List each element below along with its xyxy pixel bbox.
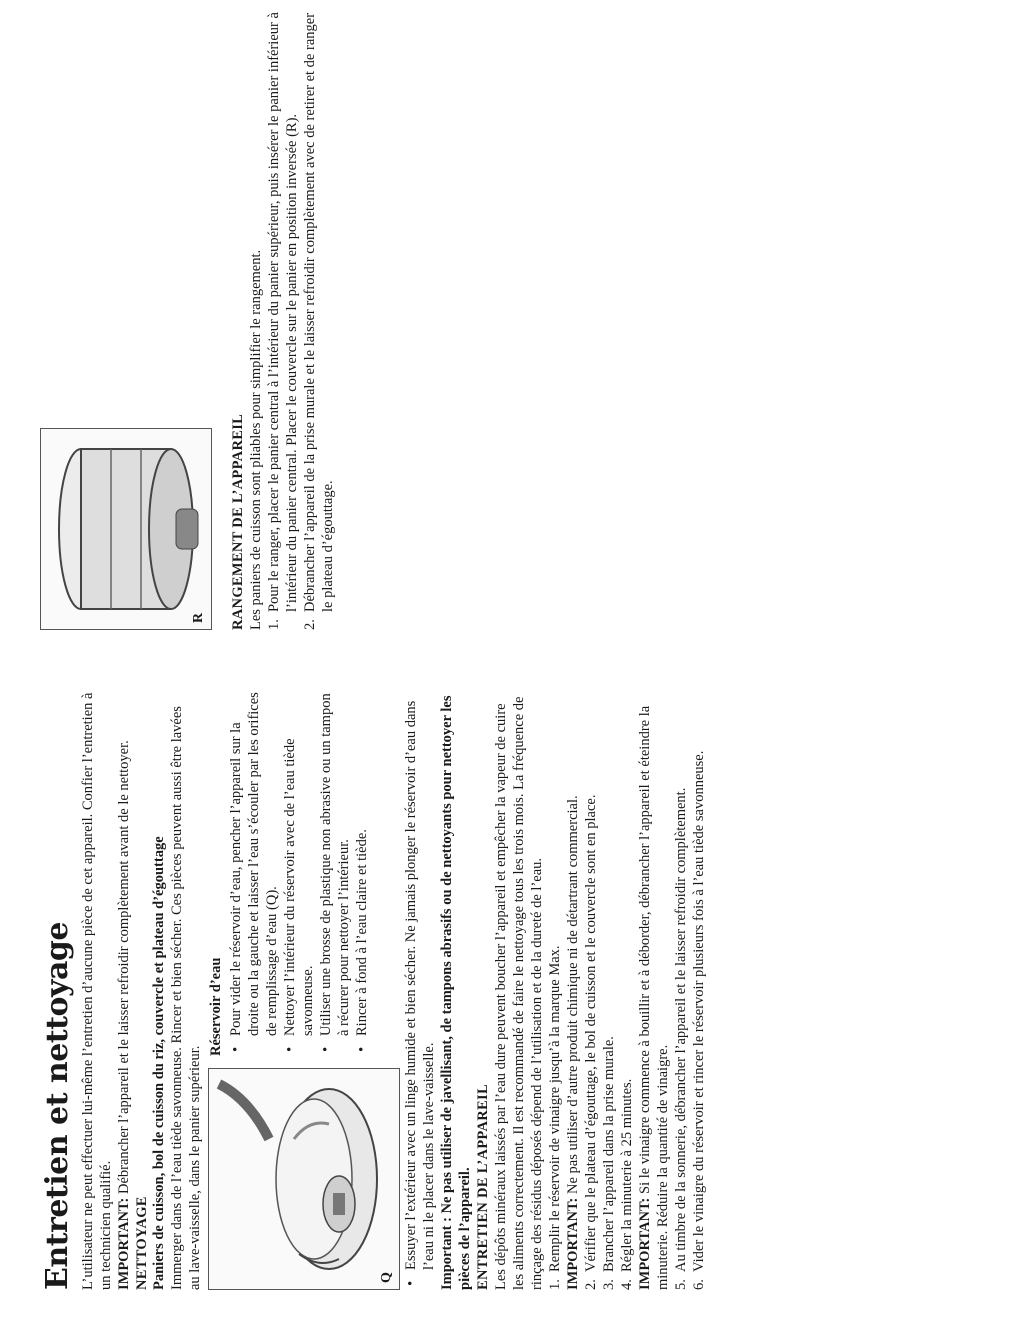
figure-r-label: R (191, 612, 206, 623)
rangement-heading: RANGEMENT DE L’APPAREIL (230, 413, 246, 630)
reservoir-section (208, 690, 400, 1068)
important-label: IMPORTANT: (565, 1197, 581, 1290)
figure-block-q (208, 690, 400, 1290)
list-item: • Rincer à fond à l’eau claire et tiède. (353, 690, 371, 1056)
step-number: 6. (691, 1279, 707, 1290)
reservoir-bullets (227, 690, 371, 1056)
step-text: Régler la minuterie à 25 minutes. (619, 1078, 635, 1272)
entretien-text: Les dépôts minéraux laissés par l’eau dure peuvent boucher l’appareil et empêcher la vapeur de cuire les aliments correctement. Il est recommandé de faire le nettoyage tous les trois mois. La fréquence de rinçage des résidus déposés dépend de l’utilisation et de la dureté de l’eau. (493, 696, 545, 1290)
step-text: Remplir le réservoir de vinaigre jusqu’à la marque Max. (547, 945, 563, 1272)
step-item (582, 690, 600, 1290)
step-number: 2. (583, 1279, 599, 1290)
maintenance-steps (546, 690, 564, 1290)
step-number: 1. (547, 1279, 563, 1290)
step-number: 2. (302, 619, 318, 630)
step-number: 4. (619, 1279, 635, 1290)
entretien-heading: ENTRETIEN DE L’APPAREIL (475, 1084, 491, 1290)
important-note (115, 690, 133, 1290)
important-label: IMPORTANT: (116, 1197, 132, 1290)
step-item (690, 690, 708, 1290)
important-note-2 (636, 690, 672, 1290)
exterior-bullet-list (402, 690, 438, 1290)
paniers-title: Paniers de cuisson, bol de cuisson du riz, couvercle et plateau d’égouttage (151, 836, 167, 1290)
steamer-stored-illustration (41, 429, 211, 629)
step-number: 1. (266, 619, 282, 630)
reservoir-title: Réservoir d’eau (208, 957, 224, 1056)
step-text: Débrancher l’appareil de la prise murale et le laisser refroidir complètement avec de retirer et de ranger le plateau d’égouttage. (302, 12, 336, 612)
step-item (672, 690, 690, 1290)
rangement-text: Les paniers de cuisson sont pliables pour simplifier le rangement. (248, 249, 264, 630)
maintenance-steps-end (672, 690, 708, 1290)
step-text: Au timbre de la sonnerie, débrancher l’appareil et le laisser refroidir complètement. (673, 787, 689, 1272)
list-item: • Pour vider le réservoir d’eau, pencher l’appareil sur la droite ou la gauche et laisser l’eau s’écouler par les orifices de remplissage d’eau (Q). (227, 690, 281, 1056)
step-item (546, 690, 564, 1290)
list-item: • Nettoyer l’intérieur du réservoir avec de l’eau tiède savonneuse. (281, 690, 317, 1056)
step-text: Vider le vinaigre du réservoir et rincer le réservoir plusieurs fois à l’eau tiède savonneuse. (691, 750, 707, 1272)
important-text: Si le vinaigre commence à bouillir et à déborder, débrancher l’appareil et éteindre la minuterie. Réduire la quantité de vinaigre. (637, 705, 671, 1290)
figure-q-label: Q (379, 1272, 394, 1283)
step-text: Brancher l’appareil dans la prise murale. (601, 1036, 617, 1272)
page-title: Entretien et nettoyage (40, 922, 75, 1290)
step-item (301, 10, 337, 630)
step-item (265, 10, 301, 630)
important-label: IMPORTANT: (637, 1197, 653, 1290)
figure-r (40, 428, 212, 630)
left-column (0, 690, 708, 1290)
important-text: Débrancher l’appareil et le laisser refroidir complètement avant de le nettoyer. (116, 740, 132, 1198)
rangement-steps (265, 10, 337, 630)
important-warning: Important : Ne pas utiliser de javellisant, de tampons abrasifs ou de nettoyants pour nettoyer les pièces de l’appareil. (439, 695, 473, 1290)
right-column (0, 10, 337, 630)
list-item: • Utiliser une brosse de plastique non abrasive ou un tampon à récurer pour nettoyer l’intérieur. (317, 690, 353, 1056)
step-item (618, 690, 636, 1290)
nettoyage-heading: NETTOYAGE (134, 1196, 150, 1290)
paniers-text: Immerger dans de l’eau tiède savonneuse. Rincer et bien sécher. Ces pièces peuvent aussi être lavées au lave-vaisselle, dans le panier supérieur. (169, 706, 203, 1290)
intro-paragraph: L’utilisateur ne peut effectuer lui-même l’entretien d’aucune pièce de cet appareil. Confier l’entretien à un technicien qualifié. (80, 692, 114, 1290)
figure-q (208, 1068, 400, 1290)
step-number: 5. (673, 1279, 689, 1290)
important-text: Ne pas utiliser d’autre produit chimique ni de détartrant commercial. (565, 795, 581, 1198)
step-text: Pour le ranger, placer le panier central à l’intérieur du panier supérieur, puis insérer le panier inférieur à l’intérieur du panier central. Placer le couvercle sur le panier en position inversée (R). (266, 12, 300, 612)
maintenance-steps-continued (582, 690, 636, 1290)
step-text: Vérifier que le plateau d’égouttage, le bol de cuisson et le couvercle sont en place. (583, 794, 599, 1272)
important-note-1 (564, 690, 582, 1290)
list-item: • Essuyer l’extérieur avec un linge humide et bien sécher. Ne jamais plonger le réservoir d’eau dans l’eau ni le placer dans le lave-vaisselle. (402, 690, 438, 1290)
step-item (600, 690, 618, 1290)
step-number: 3. (601, 1279, 617, 1290)
water-reservoir-illustration (209, 1069, 399, 1289)
